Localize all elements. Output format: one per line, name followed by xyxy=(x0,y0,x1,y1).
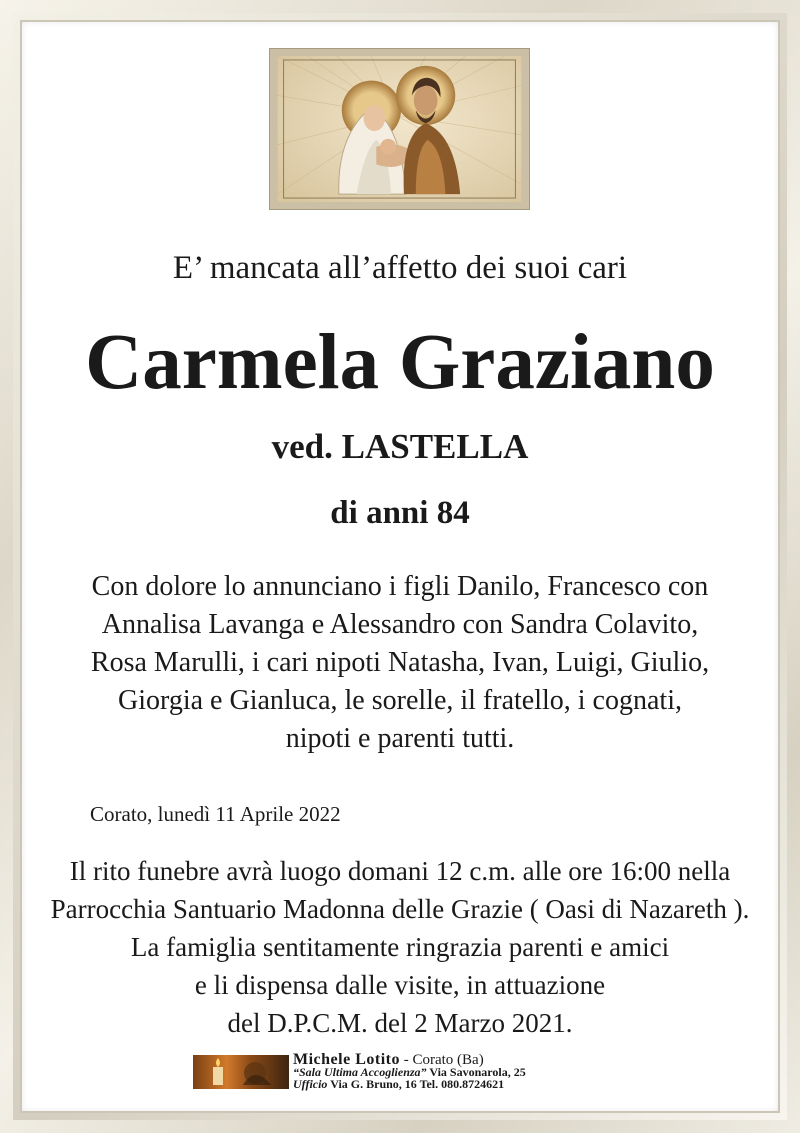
message-line: Con dolore lo annunciano i figli Danilo, Francesco con xyxy=(91,571,709,602)
message-line: nipoti e parenti tutti. xyxy=(285,723,515,754)
hall-name: “Sala Ultima Accoglienza” xyxy=(293,1065,427,1079)
office-label: Ufficio xyxy=(293,1077,328,1091)
hall-address: Via Savonarola, 25 xyxy=(426,1065,526,1079)
funeral-home-logo xyxy=(193,1055,289,1089)
announcement-message xyxy=(0,568,800,758)
holy-family-icon xyxy=(277,56,522,202)
message-line: Annalisa Lavanga e Alessandro con Sandra Colavito, xyxy=(101,609,699,640)
funeral-line: Parrocchia Santuario Madonna delle Grazie ( Oasi di Nazareth ). xyxy=(50,894,750,924)
funeral-info xyxy=(0,852,800,1042)
candle-icon xyxy=(193,1055,289,1089)
funeral-line: Il rito funebre avrà luogo domani 12 c.m. alle ore 16:00 nella xyxy=(69,856,731,886)
funeral-line: del D.P.C.M. del 2 Marzo 2021. xyxy=(227,1008,573,1038)
message-line: Rosa Marulli, i cari nipoti Natasha, Ivan, Luigi, Giulio, xyxy=(90,647,710,678)
funeral-line: e li dispensa dalle visite, in attuazione xyxy=(194,970,606,1000)
intro-text: E’ mancata all’affetto dei suoi cari xyxy=(172,250,628,286)
funeral-line: La famiglia sentitamente ringrazia parenti e amici xyxy=(130,932,670,962)
company-name: Michele Lotito xyxy=(293,1051,400,1068)
office-address: Via G. Bruno, 16 Tel. 080.8724621 xyxy=(327,1077,505,1091)
deceased-name: Carmela Graziano xyxy=(85,319,715,406)
company-location: - Corato (Ba) xyxy=(399,1052,484,1068)
funeral-home-footer xyxy=(193,1052,633,1092)
place-date: Corato, lunedì 11 Aprile 2022 xyxy=(90,802,341,826)
age-text: di anni 84 xyxy=(330,495,470,531)
holy-family-image xyxy=(269,48,530,210)
widow-of-text: ved. LASTELLA xyxy=(271,427,529,466)
message-line: Giorgia e Gianluca, le sorelle, il fratello, i cognati, xyxy=(118,685,682,716)
office-line xyxy=(293,1078,504,1091)
